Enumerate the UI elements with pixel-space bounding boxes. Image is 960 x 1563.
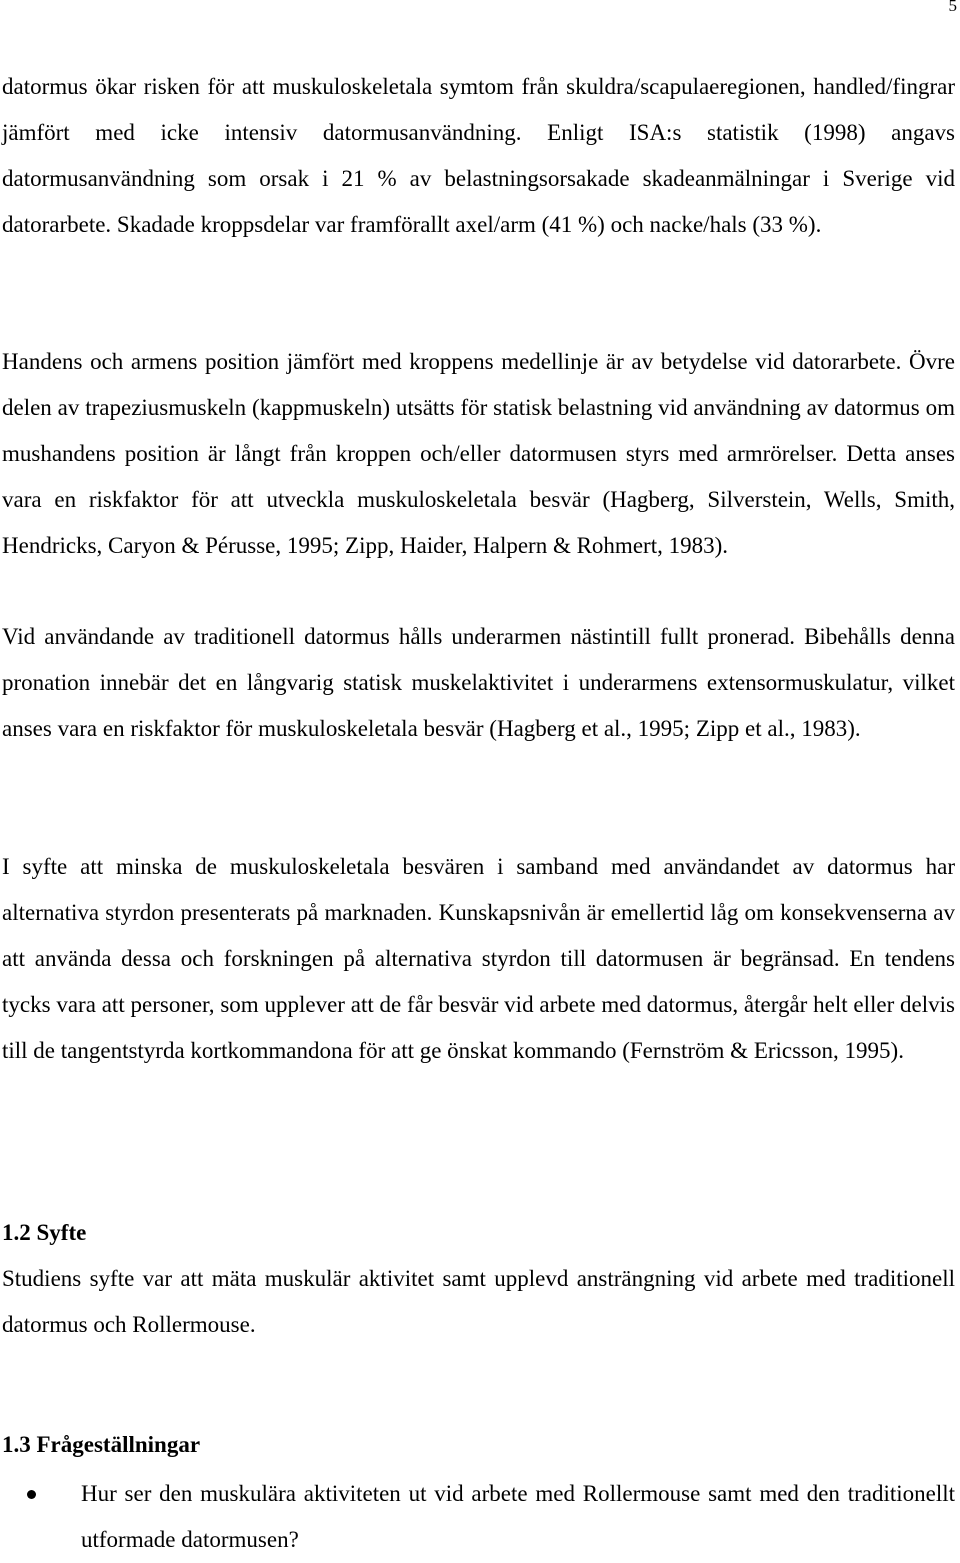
list-item-text: Hur ser den muskulära aktiviteten ut vid arbete med Rollermouse samt med den traditionellt utformade datormusen? xyxy=(81,1481,955,1552)
paragraph-alternative-devices: I syfte att minska de muskuloskeletala besvären i samband med användandet av datormus har alternativa styrdon presenterats på marknaden. Kunskapsnivån är emellertid låg om konsekvenserna av att använda dessa och forskningen på alternativa styrdon till datormusen är begränsad. En tendens tycks vara att personer, som upplever att de får besvär vid arbete med datormus, återgår helt eller delvis till de tangentstyrda kortkommandona för att ge önskat kommando (Fernström & Ericsson, 1995). xyxy=(2,854,955,1063)
paragraph-hand-arm-position: Handens och armens position jämfört med kroppens medellinje är av betydelse vid datorarbete. Övre delen av trapeziusmuskeln (kappmuskeln) utsätts för statisk belastning vid användning av datormus om mushandens position är långt från kroppen och/eller datormusen styrs med armrörelser. Detta anses vara en riskfaktor för att utveckla muskuloskeletala besvär (Hagberg, Silverstein, Wells, Smith, Hendricks, Caryon & Pérusse, 1995; Zipp, Haider, Halpern & Rohmert, 1983). xyxy=(2,349,955,558)
paragraph-computer-mouse-risk: datormus ökar risken för att muskuloskeletala symtom från skuldra/scapulaeregionen, handled/fingrar jämfört med icke intensiv datormusanvändning. Enligt ISA:s statistik (1998) angavs datormusanvändning som orsak i 21 % av belastningsorsakade skadeanmälningar i Sverige vid datorarbete. Skadade kroppsdelar var framförallt axel/arm (41 %) och nacke/hals (33 %). xyxy=(2,74,955,237)
paragraph-pronation: Vid användande av traditionell datormus hålls underarmen nästintill fullt pronerad. Bibehålls denna pronation innebär det en långvarig statisk muskelaktivitet i underarmens extensormuskulatur, vilket anses vara en riskfaktor för muskuloskeletala besvär (Hagberg et al., 1995; Zipp et al., 1983). xyxy=(2,624,955,741)
heading-purpose: 1.2 Syfte xyxy=(2,1220,87,1245)
heading-questions: 1.3 Frågeställningar xyxy=(2,1432,201,1457)
bullet-icon xyxy=(27,1490,36,1499)
paragraph-purpose: Studiens syfte var att mäta muskulär aktivitet samt upplevd ansträngning vid arbete med traditionell datormus och Rollermouse. xyxy=(2,1266,955,1337)
page-number: 5 xyxy=(948,0,957,15)
